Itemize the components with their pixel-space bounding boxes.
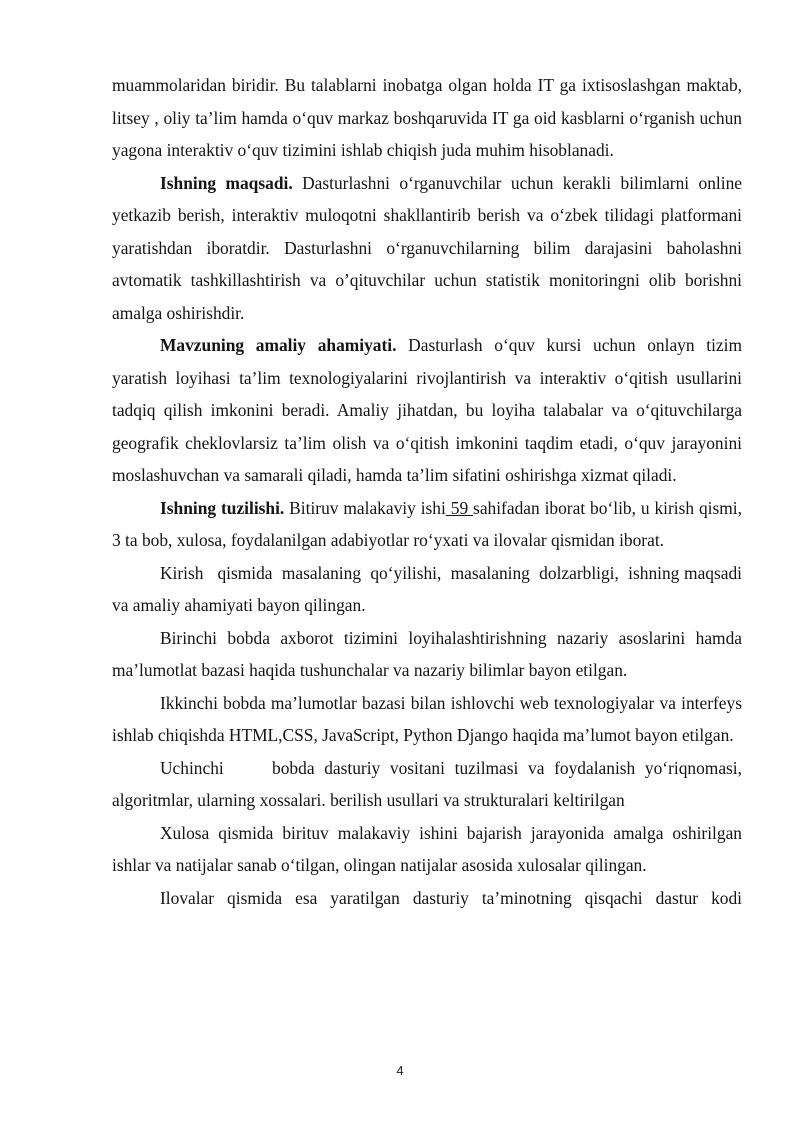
- paragraph-chapter-two: Ikkinchi bobda maʼlumotlar bazasi bilan ishlovchi web texnologiyalar va interfeys ishlab chiqishda HTML,CSS, JavaScript, Python Django haqida maʼlumot bayon etilgan.: [112, 692, 742, 745]
- heading-structure: Ishning tuzilishi.: [160, 497, 285, 518]
- structure-text-before: Bitiruv malakaviy ishi: [284, 497, 446, 518]
- document-body: [112, 69, 747, 914]
- paragraph-conclusion: Xulosa qismida birituv malakaviy ishini bajarish jarayonida amalga oshirilgan ishlar va natijalar sanab oʻtilgan, olingan natijalar asosida xulosalar qilingan.: [112, 822, 742, 875]
- goal-text: Dasturlashni oʻrganuvchilar uchun kerakli bilimlarni online yetkazib berish, interaktiv muloqotni shakllantirib berish va oʻzbek tilidagi platformani yaratishdan iboratdir. Dasturlashni oʻrganuvchilarning bilim darajasini baholashni avtomatik tashkillashtirish va o’qituvchilar uchun statistik monitoringni olib borishni amalga oshirishdir.: [112, 172, 742, 323]
- paragraph-chapter-one: Birinchi bobda axborot tizimini loyihalashtirishning nazariy asoslarini hamda maʼlumotlat bazasi haqida tushunchalar va nazariy bilimlar bayon etilgan.: [112, 627, 742, 680]
- practical-significance-text: Dasturlash oʻquv kursi uchun onlayn tizim yaratish loyihasi taʼlim texnologiyalarini rivojlantirish va interaktiv oʻqitish usullarini tadqiq qilish imkonini beradi. Amaliy jihatdan, bu loyiha talabalar va oʻqituvchilarga geografik cheklovlarsiz taʼlim olish va oʻqitish imkonini taqdim etadi, oʻquv jarayonini moslashuvchan va samarali qiladi, hamda taʼlim sifatini oshirishga xizmat qiladi.: [112, 335, 743, 485]
- page-count: 59: [445, 497, 474, 518]
- paragraph-appendices: Ilovalar qismida esa yaratilgan dasturiy taʼminotning qisqachi dastur kodi: [160, 887, 742, 908]
- paragraph-introduction-summary: Kirish qismida masalaning qoʻyilishi, masalaning dolzarbligi, ishning maqsadi va amaliy ahamiyati bayon qilingan.: [112, 562, 747, 615]
- paragraph-goal: [112, 167, 742, 330]
- heading-practical-significance: Mavzuning amaliy ahamiyati.: [160, 335, 397, 355]
- paragraph-intro-continuation: muammolaridan biridir. Bu talablarni inobatga olgan holda IT ga ixtisoslashgan maktab, litsey , oliy taʼlim hamda oʻquv markaz boshqaruvida IT ga oid kasblarni oʻrganish uchun yagona interaktiv oʻquv tizimini ishlab chiqish juda muhim hisoblanadi.: [112, 75, 742, 160]
- paragraph-practical-significance: [112, 329, 742, 492]
- page-number: 4: [396, 1063, 404, 1078]
- paragraph-chapter-three: Uchinchi bobda dasturiy vositani tuzilmasi va foydalanish yoʻriqnomasi, algoritmlar, ularning xossalari. berilish usullari va strukturalari keltirilgan: [112, 757, 747, 810]
- paragraph-structure: [112, 492, 742, 557]
- heading-goal: Ishning maqsadi.: [160, 172, 293, 193]
- structure-text-after: sahifadan iborat boʻlib, u kirish qismi, 3 ta bob, xulosa, foydalanilgan adabiyotlar roʻyxati va ilovalar qismidan iborat.: [112, 497, 742, 550]
